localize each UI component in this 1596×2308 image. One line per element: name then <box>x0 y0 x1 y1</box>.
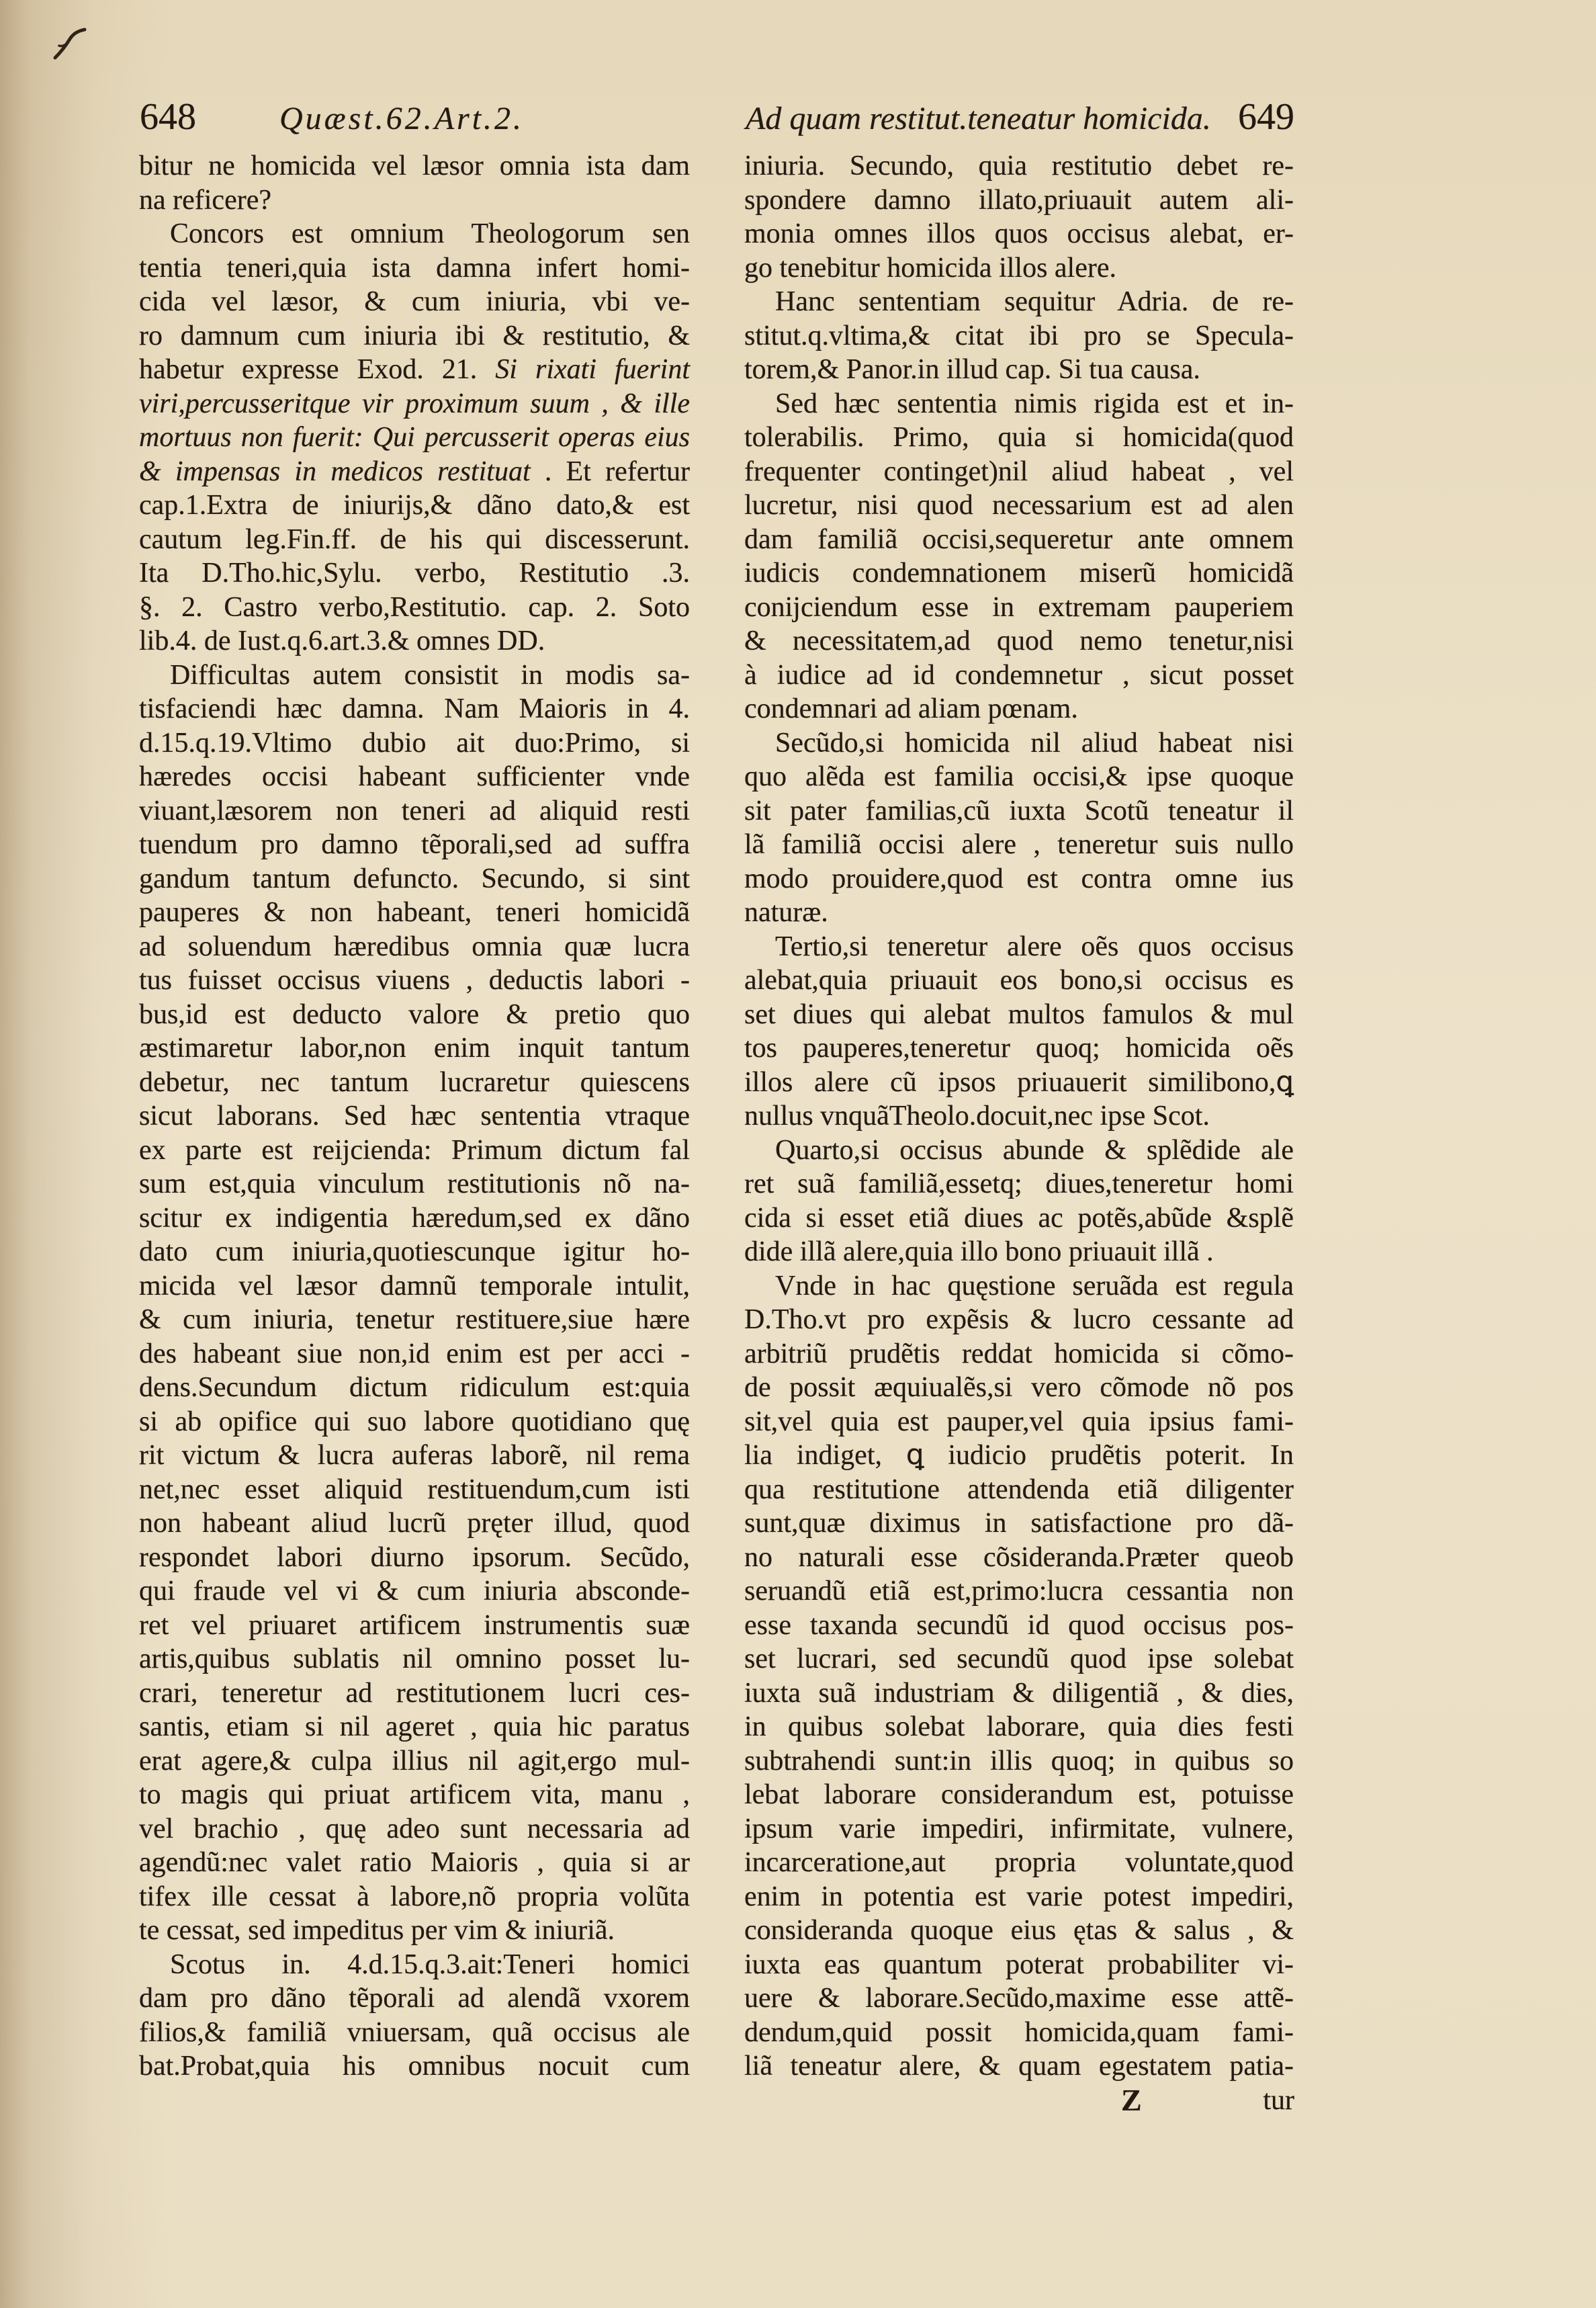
text-line: ro damnum cum iniuria ibi & restitutio, & <box>139 320 690 351</box>
text-line: hæredes occisi habeant sufficienter vnde <box>139 761 690 792</box>
text-line: des habeant siue non,id enim est per acci - <box>139 1338 690 1369</box>
roman-text: . Et refertur <box>530 456 690 487</box>
text-line: santis, etiam si nil ageret , quia hic paratus <box>139 1711 690 1742</box>
text-line: cautum leg.Fin.ff. de his qui discesserunt. <box>139 523 690 555</box>
text-line: tuendum pro damno tẽporali,sed ad suffra <box>139 829 690 860</box>
text-line: monia omnes illos quos occisus alebat, er- <box>744 218 1294 249</box>
text-line: Concors est omnium Theologorum sen <box>170 218 690 249</box>
running-title-right: Ad quam restitut.teneatur homicida. <box>746 101 1211 136</box>
catchword: tur <box>1263 2084 1294 2116</box>
text-line <box>139 455 690 489</box>
paragraph <box>139 217 690 658</box>
text-line: d.15.q.19.Vltimo dubio ait duo:Primo, si <box>139 727 690 759</box>
paragraph <box>744 1134 1294 1269</box>
running-title-left: Quæst.62.Art.2. <box>279 101 525 136</box>
text-line: dens.Secundum dictum ridiculum est:quia <box>139 1372 690 1403</box>
text-line: set diues qui alebat multos famulos & mul <box>744 998 1294 1030</box>
roman-text: habetur expresse Exod. 21. <box>139 354 496 385</box>
text-line: bat.Probat,quia his omnibus nocuit cum <box>139 2051 690 2082</box>
text-line: to magis qui priuat artificem vita, manu , <box>139 1779 690 1810</box>
text-line: agendũ:nec valet ratio Maioris , quia si ar <box>139 1847 690 1878</box>
text-line: bitur ne homicida vel læsor omnia ista dam <box>139 151 690 181</box>
text-line: incarceratione,aut propria voluntate,quod <box>744 1847 1294 1878</box>
text-line <box>139 387 690 421</box>
text-line: de possit æquiualẽs,si vero cõmode nõ pos <box>744 1372 1294 1403</box>
text-line: erat agere,& culpa illius nil agit,ergo mul- <box>139 1745 690 1777</box>
text-line: lebat laborare considerandum est, potuisse <box>744 1779 1294 1810</box>
italic-text: mortuus non fuerit: Qui percusserit operas eius <box>139 422 690 453</box>
text-line: artis,quibus sublatis nil omnino posset lu- <box>139 1643 690 1674</box>
text-line: D.Tho.vt pro expẽsis & lucro cessante ad <box>744 1304 1294 1335</box>
text-line: seruandũ etiã est,primo:lucra cessantia non <box>744 1576 1294 1607</box>
text-line: qui fraude vel vi & cum iniuria absconde- <box>139 1576 690 1607</box>
paragraph <box>139 149 690 217</box>
text-line: lucretur, nisi quod necessarium est ad alen <box>744 490 1294 521</box>
text-line: crari, teneretur ad restitutionem lucri ces- <box>139 1677 690 1709</box>
text-line: qua restitutione attendenda etiã diligenter <box>744 1473 1294 1505</box>
text-line: go tenebitur homicida illos alere. <box>744 252 1116 284</box>
text-line: lib.4. de Iust.q.6.art.3.& omnes DD. <box>139 626 545 656</box>
text-line: tos pauperes,teneretur quoq; homicida oẽs <box>744 1033 1294 1064</box>
text-line: lia indiget, ꝗ iudicio prudẽtis poterit. In <box>744 1440 1294 1471</box>
text-line: sit pater familias,cũ iuxta Scotũ teneatur il <box>744 795 1294 826</box>
text-line: lã familiã occisi alere , teneretur suis nullo <box>744 829 1294 860</box>
text-line: Hanc sententiam sequitur Adria. de re- <box>775 286 1294 317</box>
text-line: rit victum & lucra auferas laborẽ, nil rema <box>139 1440 690 1471</box>
text-line: ret suã familiã,essetq; diues,teneretur homi <box>744 1168 1294 1199</box>
text-line: micida vel læsor damnũ temporale intulit, <box>139 1270 690 1301</box>
text-line: tisfaciendi hæc damna. Nam Maioris in 4. <box>139 693 690 724</box>
text-line: à iudice ad id condemnetur , sicut posset <box>744 659 1294 691</box>
text-line: in quibus solebat laborare, quia dies festi <box>744 1711 1294 1742</box>
text-line: iuxta suã industriam & diligentiã , & dies, <box>744 1677 1294 1709</box>
text-line: sum est,quia vinculum restitutionis nõ na- <box>139 1168 690 1199</box>
italic-text: Si rixati fuerint <box>495 354 690 385</box>
left-column <box>139 149 690 2084</box>
text-line: conijciendum esse in extremam pauperiem <box>744 591 1294 623</box>
text-line: dam pro dãno tẽporali ad alendã vxorem <box>139 1983 690 2014</box>
text-line: cida vel læsor, & cum iniuria, vbi ve- <box>139 286 690 317</box>
text-line: scitur ex indigentia hæredum,sed ex dãno <box>139 1202 690 1234</box>
text-line: cida si esset etiã diues ac potẽs,abũde &splẽ <box>744 1202 1294 1234</box>
text-line: §. 2. Castro verbo,Restitutio. cap. 2. Soto <box>139 591 690 623</box>
text-line: si ab opifice qui suo labore quotidiano quę <box>139 1406 690 1437</box>
text-line: dendum,quid possit homicida,quam fami- <box>744 2016 1294 2048</box>
text-line: ipsum varie impediri, infirmitate, vulnere, <box>744 1813 1294 1844</box>
text-line: cap.1.Extra de iniurijs,& dãno dato,& est <box>139 490 690 521</box>
page-number-right: 649 <box>1238 96 1294 138</box>
paragraph <box>139 658 690 1948</box>
text-line: enim in potentia est varie potest impediri, <box>744 1881 1294 1912</box>
paragraph <box>744 285 1294 387</box>
text-line: set lucrari, sed secundũ quod ipse solebat <box>744 1643 1294 1674</box>
text-line: illos alere cũ ipsos priuauerit similibono,ꝗ <box>744 1066 1294 1098</box>
text-line: Scotus in. 4.d.15.q.3.ait:Teneri homici <box>170 1949 690 1980</box>
text-line: nullus vnquãTheolo.docuit,nec ipse Scot. <box>744 1101 1210 1131</box>
text-line: quo alẽda est familia occisi,& ipse quoque <box>744 761 1294 792</box>
text-line: dide illã alere,quia illo bono priuauit illã . <box>744 1236 1214 1267</box>
text-line: pauperes & non habeant, teneri homicidã <box>139 897 690 928</box>
signature-mark: Z <box>1121 2082 1142 2117</box>
paragraph <box>139 1948 690 2084</box>
text-line: Difficultas autem consistit in modis sa- <box>170 659 690 691</box>
paragraph <box>744 726 1294 930</box>
text-line: stitut.q.vltima,& citat ibi pro se Specula- <box>744 320 1294 351</box>
text-line: dam familiã occisi,sequeretur ante omnem <box>744 523 1294 555</box>
page-number-left: 648 <box>140 96 196 138</box>
text-line: Tertio,si teneretur alere oẽs quos occisus <box>775 931 1294 962</box>
text-line: naturæ. <box>744 897 828 928</box>
text-line: tifex ille cessat à labore,nõ propria volũta <box>139 1881 690 1912</box>
text-line: arbitriũ prudẽtis reddat homicida si cõmo- <box>744 1338 1294 1369</box>
text-line: esse taxanda secundũ id quod occisus pos- <box>744 1609 1294 1641</box>
text-line <box>139 421 690 455</box>
text-line: bus,id est deducto valore & pretio quo <box>139 998 690 1030</box>
text-line: ad soluendum hæredibus omnia quæ lucra <box>139 931 690 962</box>
text-line: na reficere? <box>139 184 271 216</box>
text-line: iudicis condemnationem miserũ homicidã <box>744 558 1294 589</box>
paragraph <box>744 930 1294 1134</box>
text-line: & cum iniuria, tenetur restituere,siue hære <box>139 1304 690 1335</box>
paragraph <box>744 149 1294 285</box>
italic-text: & impensas in medicos restituat <box>139 456 531 487</box>
text-line: Ita D.Tho.hic,Sylu. verbo, Restitutio .3. <box>139 558 690 589</box>
text-line: liã teneatur alere, & quam egestatem patia- <box>744 2051 1294 2082</box>
text-line: ex parte est reijcienda: Primum dictum fal <box>139 1134 690 1166</box>
text-line: Vnde in hac quęstione seruãda est regula <box>775 1270 1294 1301</box>
text-line: no naturali esse cõsideranda.Præter queob <box>744 1541 1294 1573</box>
text-line: vel brachio , quę adeo sunt necessaria ad <box>139 1813 690 1844</box>
text-line: tolerabilis. Primo, quia si homicida(quod <box>744 422 1294 453</box>
text-line: spondere damno illato,priuauit autem ali- <box>744 184 1294 216</box>
text-line: sicut laborans. Sed hæc sententia vtraque <box>139 1101 690 1131</box>
ink-mark <box>50 26 90 63</box>
text-line: iniuria. Secundo, quia restitutio debet re- <box>744 151 1294 181</box>
text-line: Sed hæc sententia nimis rigida est et in- <box>775 388 1294 419</box>
text-line: sit,vel quia est pauper,vel quia ipsius fami- <box>744 1406 1294 1437</box>
text-line: condemnari ad aliam pœnam. <box>744 693 1078 724</box>
text-line: modo prouidere,quod est contra omne ius <box>744 863 1294 894</box>
text-line: & necessitatem,ad quod nemo tenetur,nisi <box>744 626 1294 656</box>
italic-text: viri,percusseritque vir proximum suum , & ille <box>139 388 690 419</box>
text-line: subtrahendi sunt:in illis quoq; in quibus so <box>744 1745 1294 1777</box>
paragraph <box>744 387 1294 726</box>
paragraph <box>744 1269 1294 2084</box>
text-line: torem,& Panor.in illud cap. Si tua causa. <box>744 354 1200 385</box>
text-line: te cessat, sed impeditus per vim & iniuriã. <box>139 1915 615 1946</box>
text-line: Secũdo,si homicida nil aliud habeat nisi <box>775 727 1294 759</box>
text-line: dato cum iniuria,quotiescunque igitur ho- <box>139 1236 690 1267</box>
text-line: non habeant aliud lucrũ pręter illud, quod <box>139 1508 690 1539</box>
text-line: filios,& familiã vniuersam, quã occisus ale <box>139 2016 690 2048</box>
text-line: tentia teneri,quia ista damna infert homi- <box>139 252 690 284</box>
text-line: frequenter continget)nil aliud habeat , vel <box>744 456 1294 487</box>
text-line: viuant,læsorem non teneri ad aliquid resti <box>139 795 690 826</box>
text-line <box>139 353 690 387</box>
text-line: alebat,quia priuauit eos bono,si occisus es <box>744 965 1294 996</box>
text-line: gandum tantum defuncto. Secundo, si sint <box>139 863 690 894</box>
text-line: Quarto,si occisus abunde & splẽdide ale <box>775 1134 1294 1166</box>
text-line: tus fuisset occisus viuens , deductis labori - <box>139 965 690 996</box>
text-line: ret vel priuaret artificem instrumentis suæ <box>139 1609 690 1641</box>
text-line: debetur, nec tantum lucraretur quiescens <box>139 1066 690 1098</box>
text-line: consideranda quoque eius ętas & salus , & <box>744 1915 1294 1946</box>
text-line: respondet labori diurno ipsorum. Secũdo, <box>139 1541 690 1573</box>
text-line: æstimaretur labor,non enim inquit tantum <box>139 1033 690 1064</box>
text-line: sunt,quæ diximus in satisfactione pro dã- <box>744 1508 1294 1539</box>
text-line: iuxta eas quantum poterat probabiliter vi- <box>744 1949 1294 1980</box>
right-column <box>744 149 1294 2084</box>
text-line: net,nec esset aliquid restituendum,cum isti <box>139 1473 690 1505</box>
text-line: uere & laborare.Secũdo,maxime esse attẽ- <box>744 1983 1294 2014</box>
